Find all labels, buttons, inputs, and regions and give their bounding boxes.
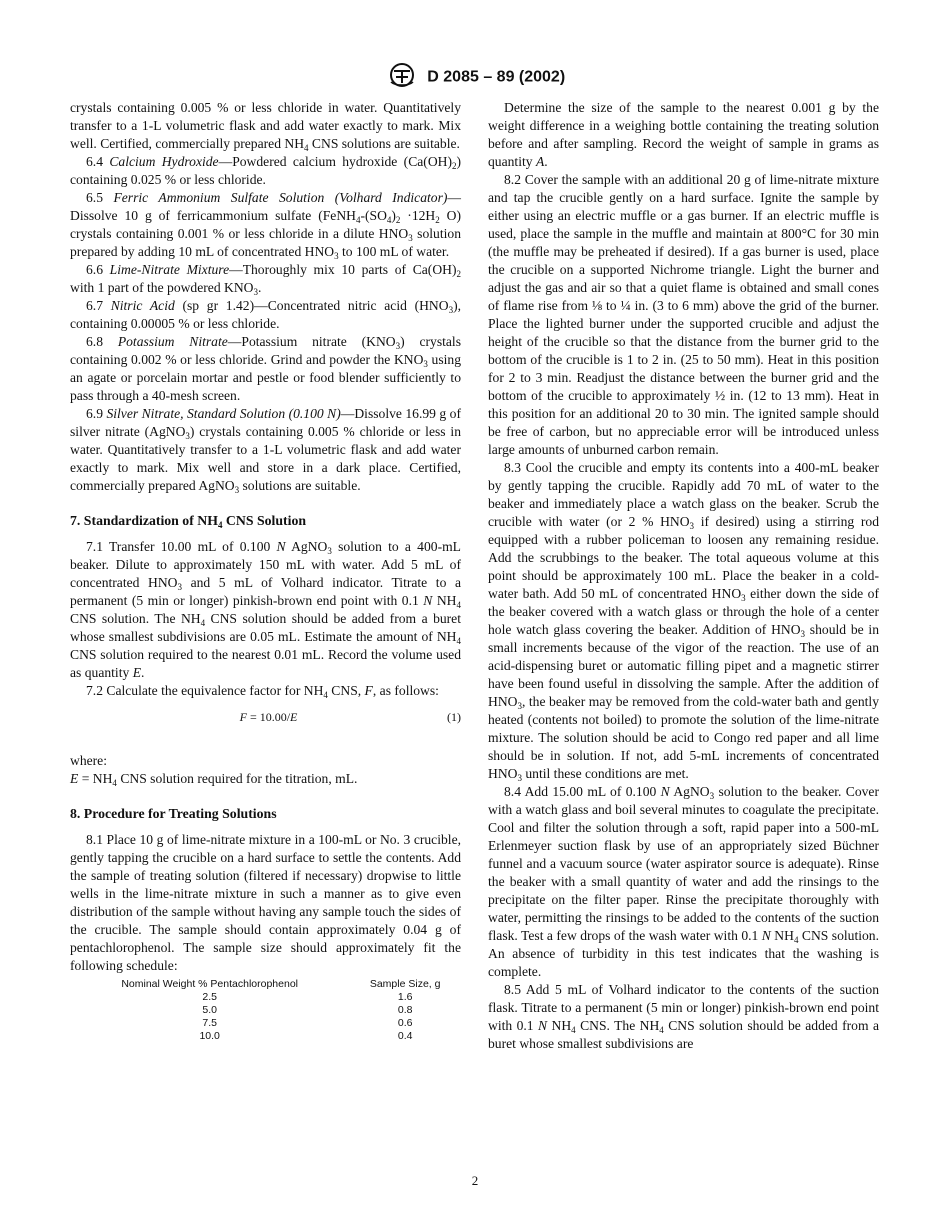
table-row: [70, 1030, 461, 1043]
equation-1: [70, 708, 461, 726]
section-6-5: 6.5 Ferric Ammonium Sulfate Solution (Volhard Indicator)—Dissolve 10 g of ferricammonium sulfate ($FeNH_4-(SO_4)_2 \cdot 12H_2$ O) crystals containing 0.001 % or less chloride in a dilute $HNO_3$ solution prepared by adding 10 mL of concentrated $HNO_3$ to 100 mL of water.: [70, 190, 461, 261]
section-8-5: 8.5 Add 5 mL of Volhard indicator to the contents of the suction flask. Titrate to a permanent (5 min or longer) pinkish-brown end point with 0.1 N $NH_4$ CNS. The $NH_4$ CNS solution should be added from a buret whose smallest subdivisions are: [488, 982, 879, 1051]
table-cell: 2.5: [202, 991, 217, 1003]
paragraph-6-3-continued: crystals containing 0.005 % or less chloride in water. Quantitatively transfer to a 1-L volumetric flask and add water exactly to mark. Mix well. Certified, commercially prepared $NH_4$ CNS solutions are suitable.: [70, 100, 461, 153]
section-6-4: 6.4 Calcium Hydroxide—Powdered calcium hydroxide $(Ca(OH)_2)$ containing 0.025 % or less chloride.: [70, 154, 462, 187]
where-label: where:: [70, 753, 107, 768]
section-7-2: 7.2 Calculate the equivalence factor for $NH_4$ CNS, F, as follows:: [86, 683, 439, 700]
equation-body: F = 10.00/E: [239, 710, 298, 724]
section-8-4: 8.4 Add 15.00 mL of 0.100 N AgNO$_3$ solution to the beaker. Cover with a watch glass and boil several minutes to coagulate the precipitate. Cool and filter the solution through a soft, rapid paper into a 500-mL Erlenmeyer suction flask by use of an appropriately sized Büchner funnel and a vacuum source (water aspirator source is adequate). Rinse the beaker with a small quantity of water and add the rinsings to the precipitate on the filter paper. Rinse the precipitate thoroughly with water, permitting the rinsings to be added to the contents of the suction flask. Test a few drops of the wash water with 0.1 N $NH_4$ CNS solution. An absence of turbidity in this test indicates that the washing is complete.: [488, 784, 879, 979]
table-cell: 10.0: [199, 1030, 220, 1042]
left-column: [70, 99, 461, 1043]
table-cell: 0.4: [397, 1030, 413, 1042]
section-8-3: 8.3 Cool the crucible and empty its contents into a 400-mL beaker by gently tapping the crucible. Rapidly add 70 mL of water to the beaker and immediately place a watch glass on the beaker. Scrub the crucible with water (or 2 % $HNO_3$ if desired) using a stirring rod equipped with a rubber policeman to loosen any remaining residue. Add the scrubbings to the beaker. The total aqueous volume at this point should be approximately 100 mL. Place the beaker in a cold-water bath. Add 50 mL of concentrated $HNO_3$ either down the side of the beaker covered with a watch glass or through the hole of a center hole watch glass covering the beaker. Addition of $HNO_3$ should be in small increments because of the vigor of the reaction. The use of an acid-dispensing buret or automatic filling pipet and a magnetic stirrer have been found useful in dissolving the sample. After the addition of $HNO_3$, the beaker may be removed from the cold-water bath and gently heated (contents not boiled) to promote the solution of the lime-nitrate mixture. The solution should be acid to Congo red paper and all lime should be in solution. If not, add 5-mL increments of concentrated $HNO_3$ until these conditions are met.: [488, 460, 879, 783]
section-7-1: 7.1 Transfer 10.00 mL of 0.100 N AgNO$_3$ solution to a 400-mL beaker. Dilute to approximately 150 mL with water. Add 5 mL of concentrated $HNO_3$ and 5 mL of Volhard indicator. Titrate to a permanent (5 min or longer) pinkish-brown end point with 0.1 N $NH_4$ CNS solution. The $NH_4$ CNS solution should be added from a buret whose smallest subdivisions are 0.05 mL. Estimate the amount of $NH_4$ CNS solution required to the nearest 0.01 mL. Record the volume used as quantity E.: [70, 539, 461, 680]
standard-designation: D 2085 – 89 (2002): [427, 68, 566, 86]
where-definition: $E = NH_4$ CNS solution required for the titration, mL.: [70, 771, 358, 788]
equation-number: (1): [447, 710, 461, 724]
table-header-weight: Nominal Weight % Pentachlorophenol: [121, 978, 298, 990]
section-7-heading: 7. Standardization of $NH_4$ CNS Solution: [70, 513, 307, 530]
section-6-9: 6.9 Silver Nitrate, Standard Solution (0.100 N)—Dissolve 16.99 g of silver nitrate (AgNO$_3$) crystals containing 0.005 % chloride or less in water. Quantitatively transfer to a 1-L volumetric flask and add water exactly to mark. Mix well and store in a dark place. Certified, commercially prepared AgNO$_3$ solutions are suitable.: [70, 406, 462, 495]
table-header-row: [70, 978, 461, 991]
section-8-2: 8.2 Cover the sample with an additional 20 g of lime-nitrate mixture and tap the crucible gently on a hard surface. Ignite the sample by either using an electric muffle or a gas burner. If an electric muffle is used, place the sample in the muffle and maintain at 800°C for 30 min (the muffle may be preheated if desired). If a gas burner is used, place the crucible on a supported Nichrome triangle. Light the burner and adjust the gas and air so that a quiet flame is obtained and small cones of flame rise from ⅛ to ¼ in. (3 to 6 mm) above the grid of the burner. Place the lighted burner under the supported crucible and adjust the height of the crucible so that the distance from the burner grid to the bottom of the crucible is 1 to 2 in. (25 to 50 mm). Heat in this position for 2 to 3 min. Readjust the distance between the burner grid and the bottom of the crucible to approximately ½ in. (12 to 13 mm). Heat in this position for an additional 20 to 30 min. The ignited sample should be free of carbon, but no appreciable error will be introduced unless large amounts of unburned carbon remain.: [488, 172, 879, 457]
table-row: [70, 1017, 461, 1030]
section-6-8: 6.8 Potassium Nitrate—Potassium nitrate $(KNO_3)$ crystals containing 0.002 % or less chloride. Grind and powder the $KNO_3$ using an agate or porcelain mortar and pestle or food blender sufficiently to pass through a 40-mesh screen.: [70, 334, 461, 403]
table-cell: 1.6: [397, 991, 413, 1003]
table-cell: 5.0: [202, 1004, 217, 1016]
section-8-heading: 8. Procedure for Treating Solutions: [70, 806, 277, 821]
page-number: 2: [471, 1173, 479, 1188]
table-header-sample-size: Sample Size, g: [369, 978, 441, 990]
table-row: [70, 991, 461, 1004]
table-cell: 0.8: [397, 1004, 413, 1016]
table-cell: 0.6: [397, 1017, 413, 1029]
paragraph-8-1-continued: Determine the size of the sample to the nearest 0.001 g by the weight difference in a weighing bottle containing the treating solution before and after sampling. Record the weight of sample in grams as quantity A.: [488, 100, 879, 169]
sample-size-table: [70, 978, 461, 1043]
section-6-6: 6.6 Lime-Nitrate Mixture—Thoroughly mix 10 parts of $Ca(OH)_2$ with 1 part of the powdered $KNO_3$.: [70, 262, 461, 297]
table-row: [70, 1004, 461, 1017]
right-column: [488, 99, 879, 1053]
table-cell: 7.5: [202, 1017, 217, 1029]
section-8-1: 8.1 Place 10 g of lime-nitrate mixture in a 100-mL or No. 3 crucible, gently tapping the crucible on a hard surface to settle the contents. Add the sample of treating solution (filtered if necessary) dropwise to little wells in the lime-nitrate mixture in such a manner as to give even distribution of the sample without having any sample touch the sides of the crucible. The sample should contain approximately 0.04 g of pentachlorophenol. The sample size should approximately fit the following schedule:: [70, 832, 461, 973]
page-header: [0, 62, 950, 93]
section-6-7: 6.7 Nitric Acid (sp gr 1.42)—Concentrated nitric acid $(HNO_3)$, containing 0.00005 % or less chloride.: [70, 298, 462, 331]
astm-logo-icon: [385, 62, 419, 93]
